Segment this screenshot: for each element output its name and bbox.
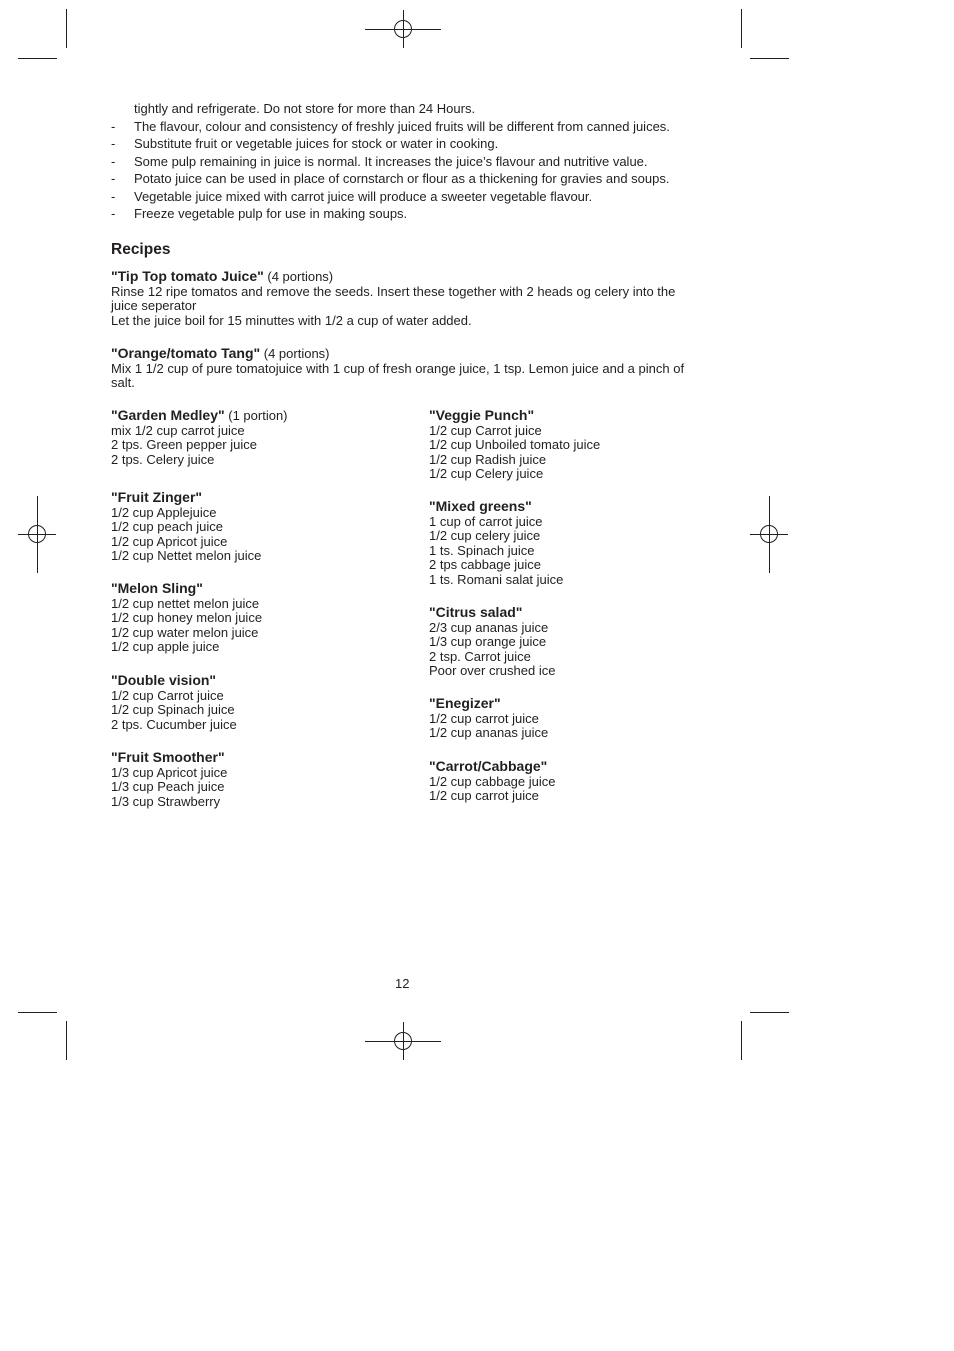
ingredient-line: 1/2 cup Apricot juice <box>111 533 228 549</box>
crop-mark <box>66 1021 67 1060</box>
recipe-portion: (1 portion) <box>224 408 288 423</box>
recipe-orange-tomato-tang <box>111 346 701 391</box>
recipe-name: "Garden Medley" <box>111 407 225 423</box>
recipe-citrus-salad <box>429 605 555 679</box>
recipe-name: "Veggie Punch" <box>429 407 535 423</box>
ingredient-line: 1 ts. Romani salat juice <box>429 571 564 587</box>
ingredient-line: 1 cup of carrot juice <box>429 513 543 529</box>
ingredient-line: 1/2 cup honey melon juice <box>111 610 263 626</box>
ingredient-line: 1/2 cup Carrot juice <box>111 687 224 703</box>
tip-item: - Freeze vegetable pulp for use in making soups. <box>111 206 408 221</box>
ingredient-line: 1/3 cup Strawberry <box>111 793 221 809</box>
page-number: 12 <box>395 976 410 991</box>
ingredient-line: 1/2 cup nettet melon juice <box>111 595 260 611</box>
tip-item: - Vegetable juice mixed with carrot juice will produce a sweeter vegetable flavour. <box>111 188 593 204</box>
ingredient-line: 1/2 cup Applejuice <box>111 504 217 520</box>
crop-mark <box>66 9 67 48</box>
ingredient-line: 2 tsp. Carrot juice <box>429 648 531 664</box>
ingredient-line: 1/2 cup carrot juice <box>429 788 539 804</box>
ingredient-line: 1/2 cup peach juice <box>111 519 224 535</box>
ingredient-line: 1/2 cup Radish juice <box>429 451 547 467</box>
recipe-carrot-cabbage <box>429 759 555 804</box>
recipe-enegizer <box>429 696 548 741</box>
recipe-name: "Fruit Zinger" <box>111 489 203 505</box>
ingredient-line: 1 ts. Spinach juice <box>429 542 535 558</box>
recipe-name: "Orange/tomato Tang" <box>111 345 261 361</box>
ingredient-line: 2/3 cup ananas juice <box>429 619 549 635</box>
ingredient-line: 1/2 cup apple juice <box>111 639 220 655</box>
ingredient-line: 1/3 cup Peach juice <box>111 779 225 795</box>
recipe-name: "Double vision" <box>111 672 217 688</box>
ingredient-line: 2 tps. Celery juice <box>111 451 215 467</box>
recipe-name: "Tip Top tomato Juice" <box>111 268 264 284</box>
recipe-name: "Carrot/Cabbage" <box>429 758 548 774</box>
ingredient-line: 1/2 cup Celery juice <box>429 466 544 482</box>
tips-list <box>111 100 711 223</box>
tips-continuation: tightly and refrigerate. Do not store for more than 24 Hours. <box>134 101 476 116</box>
tip-item: - Substitute fruit or vegetable juices for stock or water in cooking. <box>111 136 499 151</box>
recipe-name: "Enegizer" <box>429 695 501 711</box>
recipe-name: "Fruit Smoother" <box>111 749 225 765</box>
ingredient-line: 1/2 cup Unboiled tomato juice <box>429 437 601 453</box>
ingredient-line: 1/2 cup Nettet melon juice <box>111 548 262 564</box>
tip-item: - The flavour, colour and consistency of freshly juiced fruits will be different from canned juices. <box>111 118 670 134</box>
ingredient-line: 2 tps cabbage juice <box>429 557 542 573</box>
recipe-portion: (4 portions) <box>263 269 334 284</box>
recipe-garden-medley <box>111 408 288 467</box>
recipe-mixed-greens <box>429 499 563 588</box>
crop-mark <box>750 58 789 59</box>
recipe-fruit-smoother <box>111 750 227 809</box>
ingredient-line: 1/2 cup carrot juice <box>429 710 539 726</box>
tip-item: - Some pulp remaining in juice is normal. It increases the juice’s flavour and nutritive value. <box>111 153 648 169</box>
recipe-instructions: Let the juice boil for 15 minuttes with 1/2 a cup of water added. <box>111 312 472 328</box>
recipe-tip-top-tomato-juice <box>111 269 701 328</box>
ingredient-line: 1/2 cup water melon juice <box>111 624 259 640</box>
ingredient-line: 1/3 cup orange juice <box>429 634 547 650</box>
recipe-instructions: Rinse 12 ripe tomatos and remove the seeds. Insert these together with 2 heads og celery into the juice seperator <box>111 283 676 314</box>
crop-mark <box>18 1012 57 1013</box>
crop-mark <box>741 9 742 48</box>
ingredient-line: 1/2 cup Spinach juice <box>111 702 235 718</box>
recipe-name: "Melon Sling" <box>111 580 203 596</box>
ingredient-line: 1/3 cup Apricot juice <box>111 764 228 780</box>
recipe-melon-sling <box>111 581 262 655</box>
ingredient-line: 2 tps. Cucumber juice <box>111 716 237 732</box>
ingredient-line: 1/2 cup ananas juice <box>429 725 549 741</box>
recipe-name: "Mixed greens" <box>429 498 532 514</box>
recipe-instructions: Mix 1 1/2 cup of pure tomatojuice with 1 cup of fresh orange juice, 1 tsp. Lemon juice and a pinch of salt. <box>111 360 685 391</box>
crop-mark <box>741 1021 742 1060</box>
recipe-veggie-punch <box>429 408 600 482</box>
ingredient-line: mix 1/2 cup carrot juice <box>111 422 245 438</box>
ingredient-line: 2 tps. Green pepper juice <box>111 437 257 453</box>
recipe-fruit-zinger <box>111 490 261 564</box>
ingredient-line: Poor over crushed ice <box>429 663 556 679</box>
recipe-portion: (4 portions) <box>260 346 330 361</box>
ingredient-line: 1/2 cup cabbage juice <box>429 773 556 789</box>
ingredient-line: 1/2 cup celery juice <box>429 528 541 544</box>
ingredient-line: 1/2 cup Carrot juice <box>429 422 542 438</box>
recipe-double-vision <box>111 673 237 732</box>
recipe-name: "Citrus salad" <box>429 604 523 620</box>
tip-item: - Potato juice can be used in place of cornstarch or flour as a thickening for gravies and soups. <box>111 171 670 186</box>
crop-mark <box>18 58 57 59</box>
section-title: Recipes <box>111 241 171 258</box>
crop-mark <box>750 1012 789 1013</box>
